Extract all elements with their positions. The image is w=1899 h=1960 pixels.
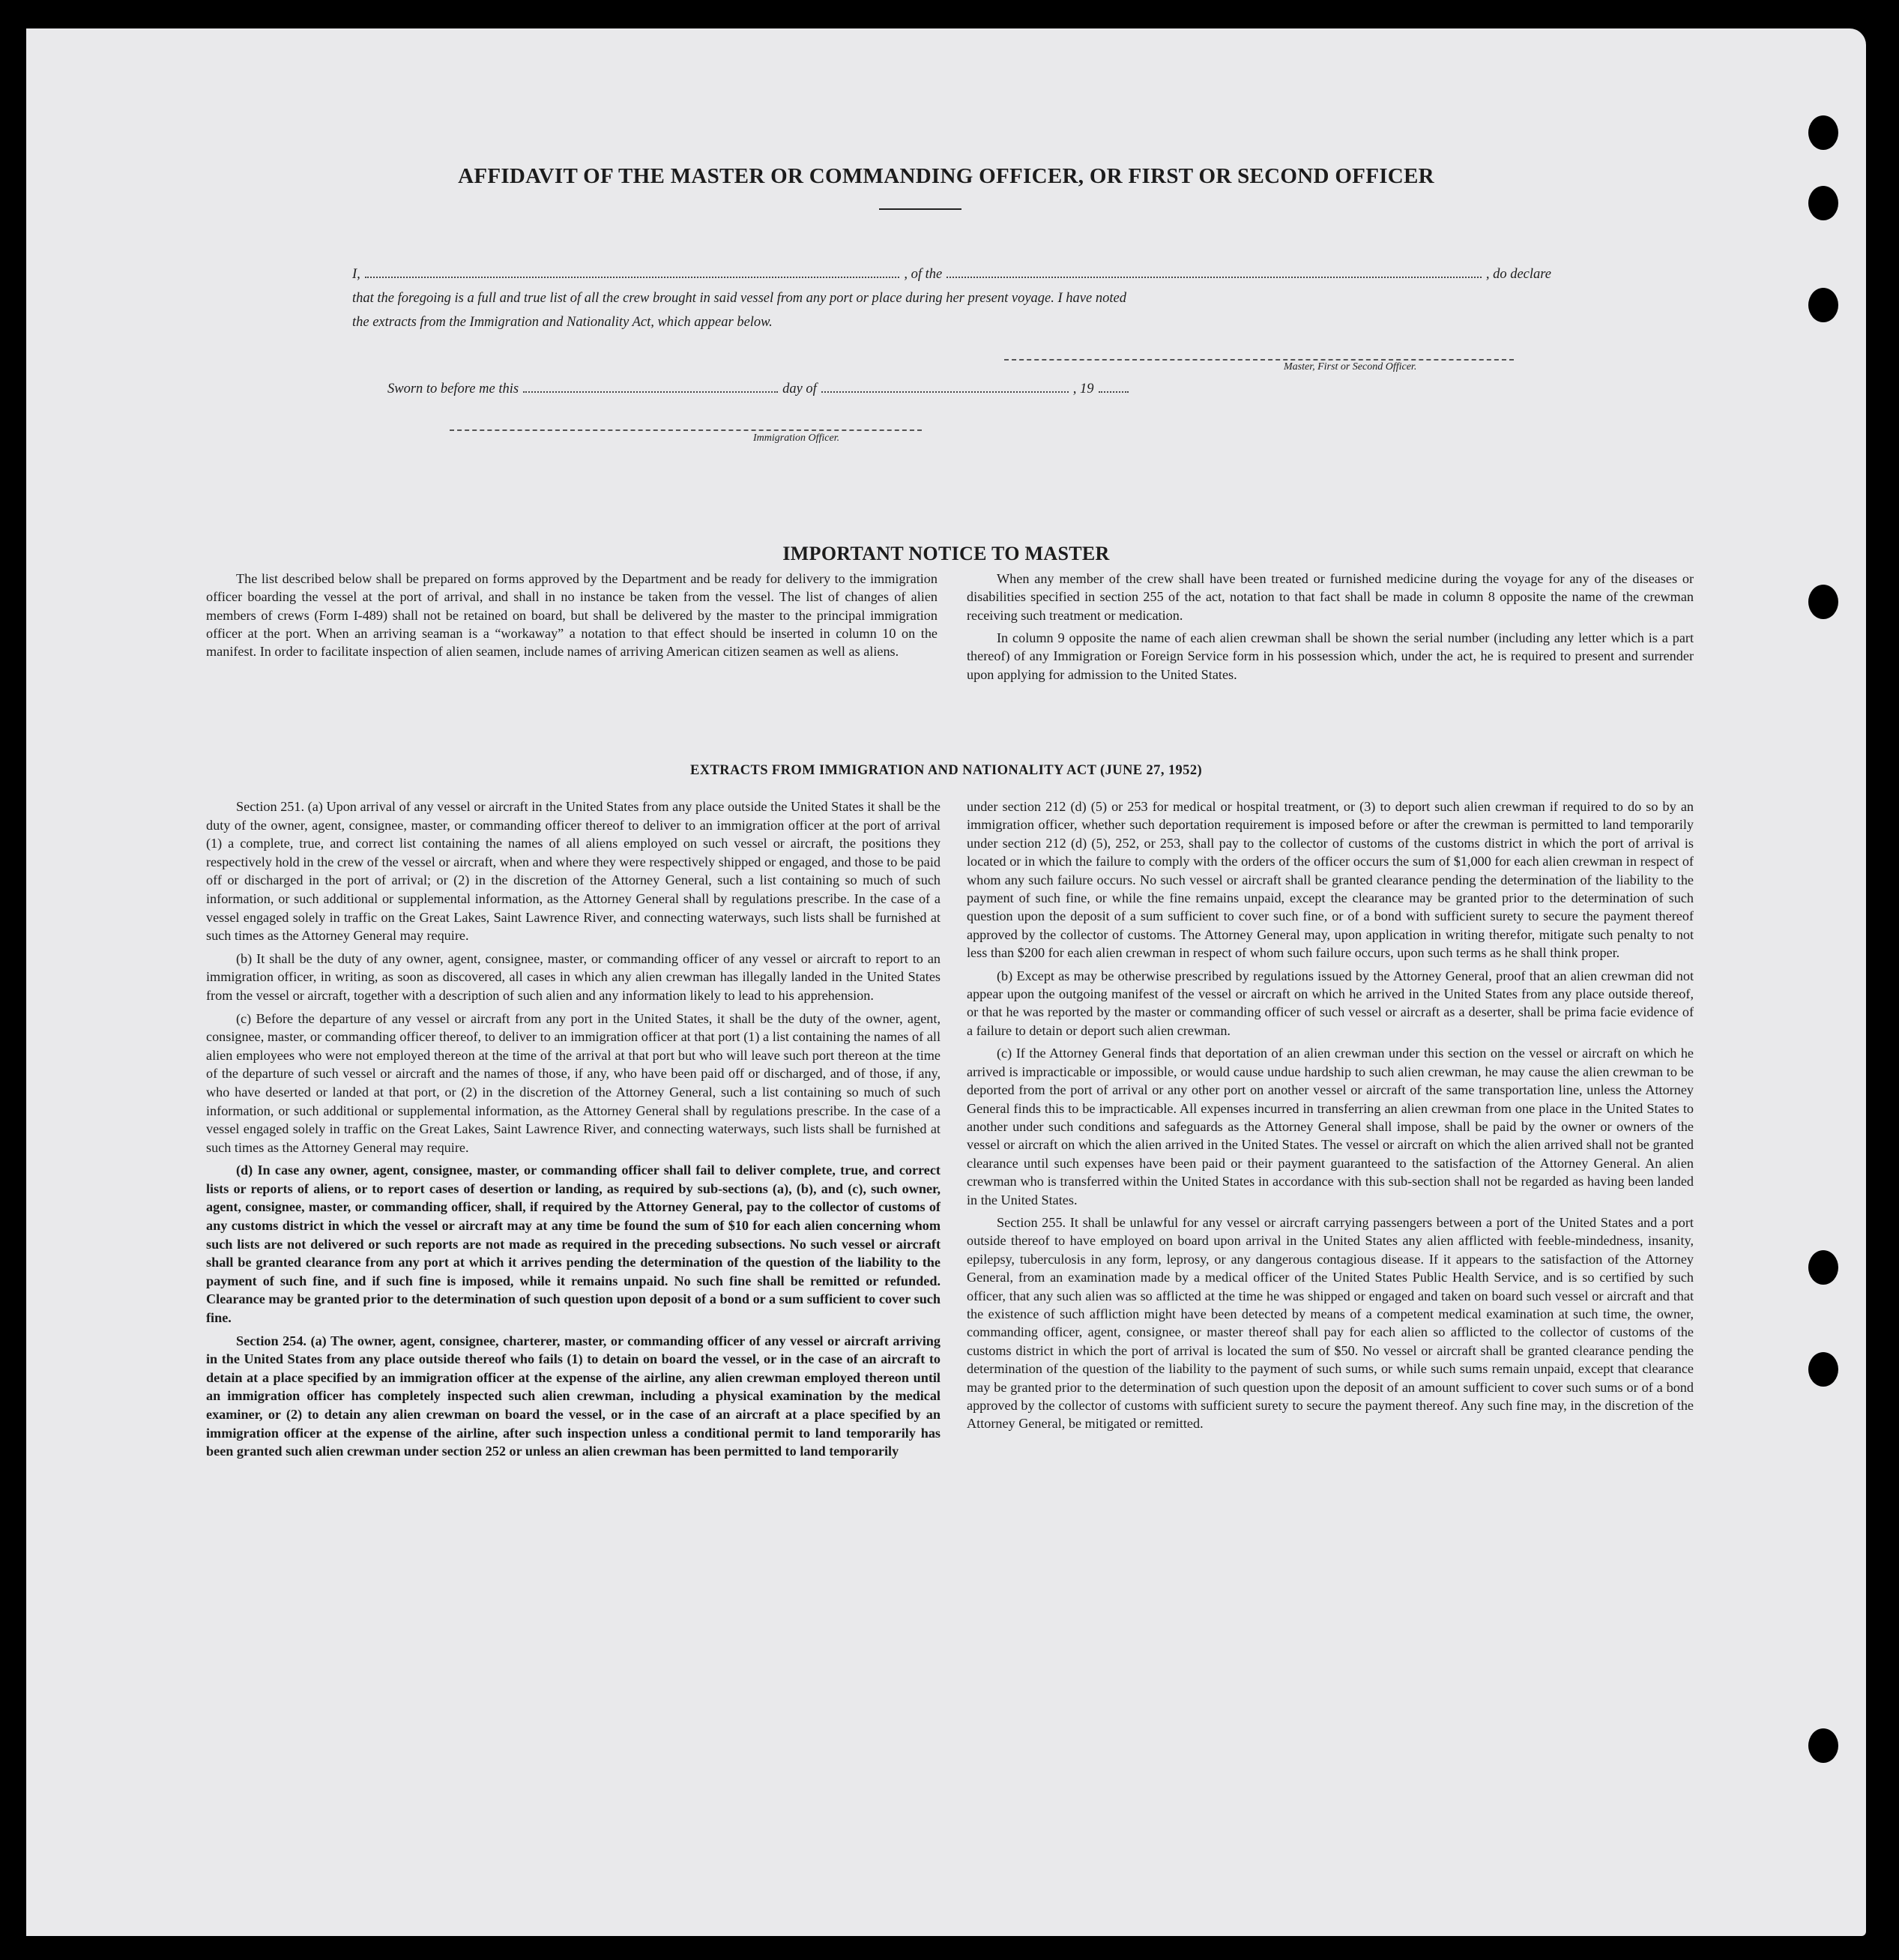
officer-signature-line[interactable] <box>450 429 922 431</box>
section-251-c: (c) Before the departure of any vessel or aircraft from any port in the United States, it shall be the duty of the owner, agent, consignee, master, or commanding officer thereof, to deliver to an immigration officer at that port (1) a list containing the names of all alien employees who were not employed thereon at the time of the arrival at that port but who will leave such port thereon at the time of the departure of such vessel or aircraft and the names of those, if any, who have been paid off or discharged, and of those, if any, who have deserted or landed at that port, or (2) in the discretion of the Attorney General, such a list containing so much of such information, or such additional or supplemental information, as the Attorney General shall by regulations prescribe. In the case of a vessel engaged solely in traffic on the Great Lakes, Saint Lawrence River, and connecting waterways, such lists shall be furnished at such times as the Attorney General may require. <box>206 1010 941 1155</box>
vessel-field[interactable] <box>947 266 1482 278</box>
extracts-left-column <box>206 797 941 1465</box>
punch-hole <box>1808 186 1838 220</box>
declaration-do-declare: , do declare <box>1485 267 1551 282</box>
punch-hole <box>1808 1728 1838 1763</box>
declaration-block <box>352 262 1551 334</box>
officer-caption: Immigration Officer. <box>753 432 840 444</box>
affidavit-title: AFFIDAVIT OF THE MASTER OR COMMANDING OFFICER, OR FIRST OR SECOND OFFICER <box>458 164 1434 188</box>
sworn-label: Sworn to before me this <box>387 382 519 396</box>
sworn-month-field[interactable] <box>821 381 1069 393</box>
sworn-year-field[interactable] <box>1099 381 1129 393</box>
document-page <box>26 28 1866 1936</box>
section-254-a-continued: under section 212 (d) (5) or 253 for medical or hospital treatment, or (3) to deport such alien crewman if required to do so by an immigration officer, whether such deportation requirement is imposed before or after the crewman is permitted to land temporarily under section 212 (d) (5), 252, or 253, shall pay to the collector of customs of the customs district in which the port of arrival is located or in which the failure to comply with the orders of the officer occurs the sum of $1,000 for each alien crewman in respect of whom any such failure occurs. No such vessel or aircraft shall be granted clearance pending the determination of the liability to the payment of such fine, or while the fine remains unpaid, except the clearance may be granted prior to the determination of such question upon the deposit of a sum sufficient to cover such fine, or of a bond with sufficient surety to secure the payment thereof approved by the collector of customs. The Attorney General may, upon application in writing therefor, mitigate such penalty to not less than $200 for each alien crewman in respect of whom such failure occurs, upon such terms as he shall think proper. <box>967 799 1694 961</box>
section-251-a: Section 251. (a) Upon arrival of any vessel or aircraft in the United States from any place outside the United States it shall be the duty of the owner, agent, consignee, master, or commanding officer thereof to deliver to an immigration officer at the port of arrival (1) a complete, true, and correct list containing the names of all aliens employed on such vessel or aircraft, the positions they respectively hold in the crew of the vessel or aircraft, when and where they were respectively shipped or engaged, and those to be paid off or discharged in the port of arrival; or (2) in the discretion of the Attorney General, such a list containing so much of such information, or such additional or supplemental information, as the Attorney General shall by regulations prescribe. In the case of a vessel engaged solely in traffic on the Great Lakes, Saint Lawrence River, and connecting waterways, such lists shall be furnished at such times as the Attorney General may require. <box>206 799 941 944</box>
notice-left-column <box>206 570 938 666</box>
master-caption: Master, First or Second Officer. <box>1284 361 1417 373</box>
section-254-a: Section 254. (a) The owner, agent, consignee, charterer, master, or commanding officer of any vessel or aircraft arriving in the United States from any place outside thereof who fails (1) to detain on board the vessel, or in the case of an aircraft to detain at a place specified by an immigration officer at the expense of the airline, any alien crewman employed thereon until an immigration officer has completely inspected such alien crewman, including a physical examination by the medical examiner, or (2) to detain any alien crewman on board the vessel, or in the case of an aircraft at a place specified by an immigration officer at the expense of the airline, after such inspection unless a conditional permit to land temporarily has been granted such alien crewman under section 252 or unless an alien crewman has been permitted to land temporarily <box>206 1333 941 1459</box>
section-255: Section 255. It shall be unlawful for any vessel or aircraft carrying passengers between a port of the United States and a port outside thereof to have employed on board upon arrival in the United States any alien afflicted with feeble-mindedness, insanity, epilepsy, tuberculosis in any form, leprosy, or any dangerous contagious disease. If it appears to the satisfaction of the Attorney General, from an examination made by a medical officer of the United States Public Health Service, and is so certified by such officer, that any such alien was so afflicted at the time he was shipped or engaged and taken on board such vessel or aircraft and that the existence of such affliction might have been detected by means of a competent medical examination at such time, the owner, commanding officer, agent, consignee, or master thereof shall pay for each alien so afflicted to the collector of customs of the customs district in which the port of arrival is located the sum of $50. No vessel or aircraft shall be granted clearance pending the determination of the question of the liability to the payment of such sums, or while such sums remain unpaid, except that clearance may be granted prior to the determination of such question upon the deposit of an amount sufficient to cover such sums or of a bond approved by the collector of customs with sufficient surety to secure the payment thereof. Any such fine may, in the discretion of the Attorney General, be mitigated or remitted. <box>967 1214 1694 1432</box>
title-underline <box>879 208 961 210</box>
punch-hole <box>1808 1250 1838 1285</box>
punch-hole <box>1808 115 1838 150</box>
punch-hole <box>1808 1352 1838 1387</box>
section-251-b: (b) It shall be the duty of any owner, agent, consignee, master, or commanding officer of any vessel or aircraft to report to an immigration officer, in writing, as soon as discovered, all cases in which any alien crewman has illegally landed in the United States from the vessel or aircraft, together with a description of such alien and any information likely to lead to his apprehension. <box>206 950 941 1003</box>
notice-title: IMPORTANT NOTICE TO MASTER <box>782 543 1110 564</box>
notice-paragraph: In column 9 opposite the name of each alien crewman shall be shown the serial number (including any letter which is a part thereof) of any Immigration or Foreign Service form in his possession which, under the act, he is required to present and surrender upon applying for admission to the United States. <box>967 630 1694 682</box>
master-signature-line[interactable] <box>1004 359 1514 361</box>
declaration-line-1 <box>352 262 1551 286</box>
notice-right-column <box>967 570 1694 688</box>
sworn-line <box>387 377 1264 401</box>
notice-paragraph: When any member of the crew shall have been treated or furnished medicine during the voyage for any of the diseases or disabilities specified in section 255 of the act, notation to that fact shall be made in column 8 opposite the name of the crewman receiving such treatment or medication. <box>967 571 1694 623</box>
sworn-date-field[interactable] <box>523 381 778 393</box>
declaration-i: I, <box>352 267 360 282</box>
section-251-d: (d) In case any owner, agent, consignee, master, or commanding officer shall fail to deliver complete, true, and correct lists or reports of aliens, or to report cases of desertion or landing, as required by sub-sections (a), (b), and (c), such owner, agent, consignee, master, or commanding officer, shall, if required by the Attorney General, pay to the collector of customs of any customs district in which the vessel or aircraft may at any time be found the sum of $10 for each alien concerning whom such lists are not delivered or such reports are not made as required in the preceding subsections. No such vessel or aircraft shall be granted clearance from any port at which it arrives pending the determination of the question of the liability to the payment of such fine, and if such fine is imposed, while it remains unpaid. No such fine shall be remitted or refunded. Clearance may be granted prior to the determination of such question upon deposit of a bond or a sum sufficient to cover such fine. <box>206 1163 941 1326</box>
declaration-line-3: the extracts from the Immigration and Nationality Act, which appear below. <box>352 315 773 330</box>
extracts-right-column <box>967 797 1694 1438</box>
declaration-line-2: that the foregoing is a full and true list of all the crew brought in said vessel from any port or place during her present voyage. I have noted <box>352 291 1126 306</box>
sworn-year-label: , 19 <box>1072 382 1094 396</box>
section-254-b: (b) Except as may be otherwise prescribed by regulations issued by the Attorney General, proof that an alien crewman did not appear upon the outgoing manifest of the vessel or aircraft on which he arrived in the United States from any place outside thereof, or that he was reported by the master or commanding officer of such vessel or aircraft as a deserter, shall be prima facie evidence of a failure to detain or deport such alien crewman. <box>967 968 1694 1038</box>
name-field[interactable] <box>365 266 900 278</box>
declaration-of-the: , of the <box>904 267 943 282</box>
punch-hole <box>1808 585 1838 619</box>
punch-hole <box>1808 288 1838 322</box>
notice-paragraph: The list described below shall be prepared on forms approved by the Department and be ready for delivery to the immigration officer boarding the vessel at the port of arrival, and shall in no instance be taken from the vessel. The list of changes of alien members of crews (Form I-489) shall not be retained on board, but shall be delivered by the master to the principal immigration officer at the port. When an arriving seaman is a “workaway” a notation to that effect should be inserted in column 10 on the manifest. In order to facilitate inspection of alien seamen, include names of arriving American citizen seamen as well as aliens. <box>206 571 938 660</box>
sworn-day-label: day of <box>782 382 817 396</box>
extracts-title: EXTRACTS FROM IMMIGRATION AND NATIONALITY ACT (JUNE 27, 1952) <box>689 763 1203 778</box>
section-254-c: (c) If the Attorney General finds that deportation of an alien crewman under this section on the vessel or aircraft on which he arrived is impracticable or impossible, or would cause undue hardship to such alien crewman, he may cause the alien crewman to be deported from the port of arrival or any other port on another vessel or aircraft of the same transportation line, unless the Attorney General finds this to be impracticable. All expenses incurred in transferring an alien crewman from one place in the United States to another under such conditions and safeguards as the Attorney General shall impose, shall be paid by the owner or owners of the vessel or aircraft on which the alien arrived in the United States. The vessel or aircraft on which the alien arrived shall not be granted clearance until such expenses have been paid or their payment guaranteed to the satisfaction of the Attorney General. An alien crewman who is transferred within the United States in accordance with this sub-section shall not be regarded as having been landed in the United States. <box>967 1046 1694 1207</box>
